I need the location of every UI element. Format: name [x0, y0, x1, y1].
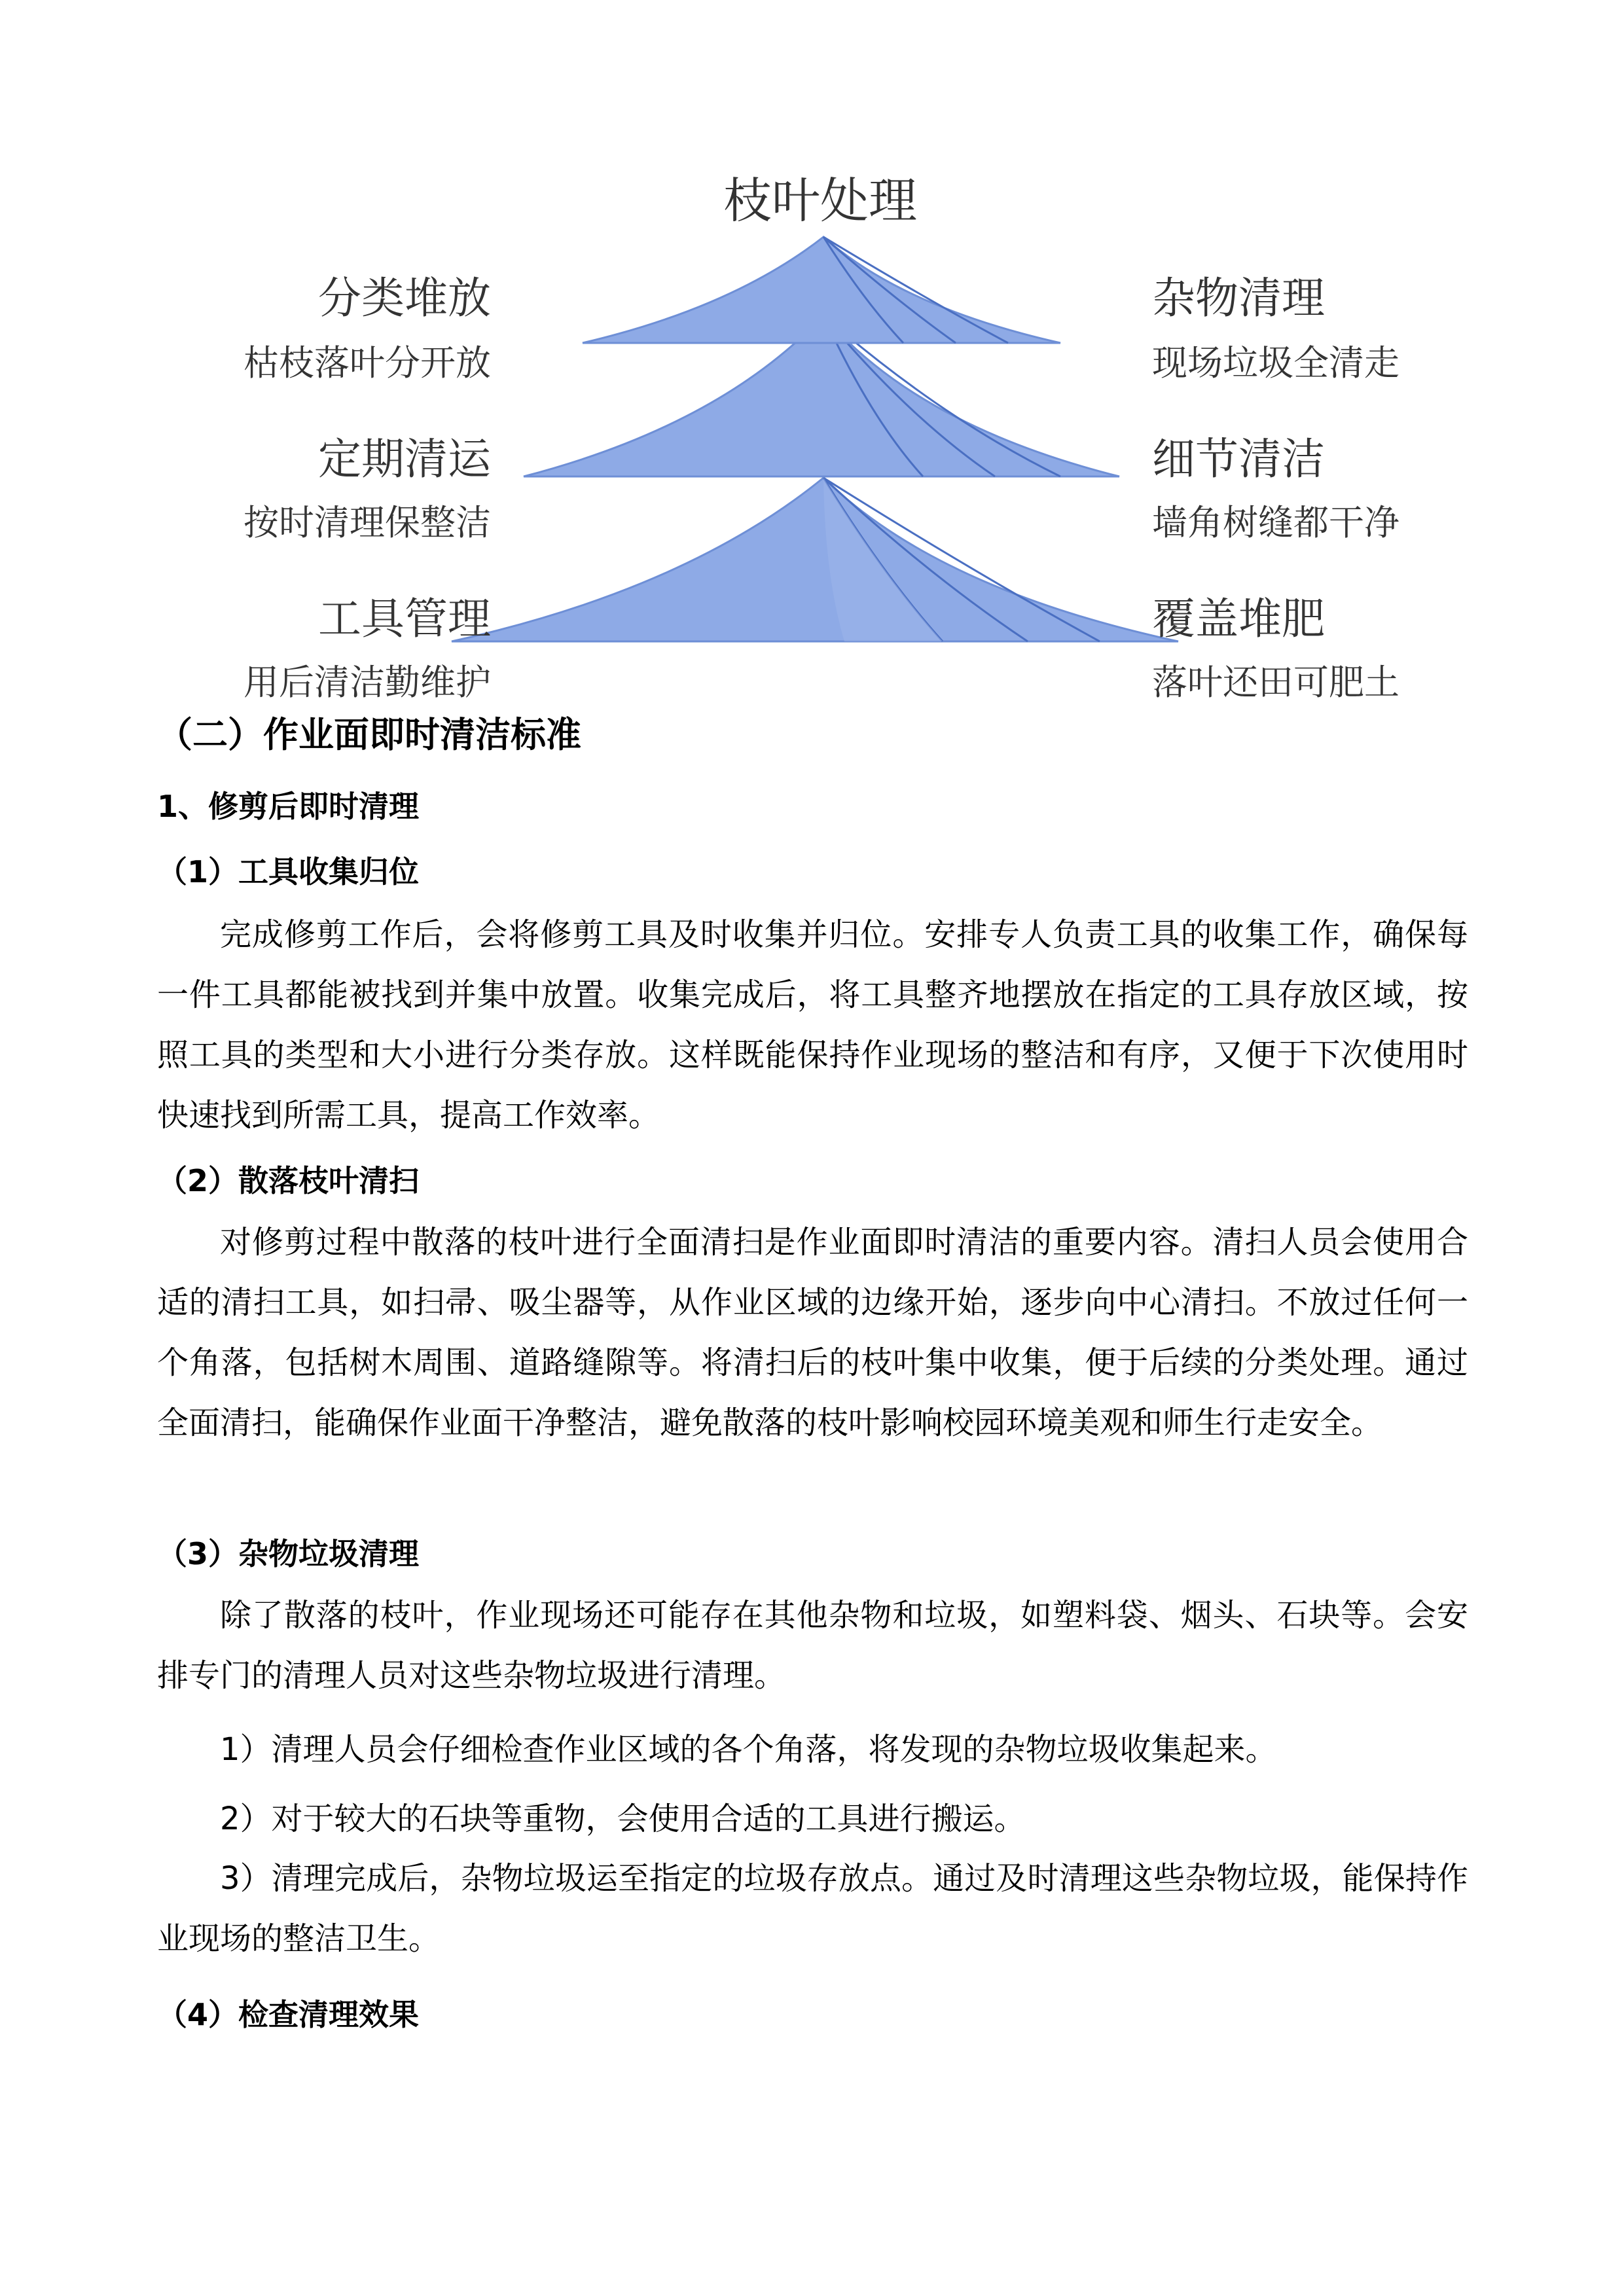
diagram-tier-1 — [583, 237, 1060, 343]
sub-heading: 1、修剪后即时清理 — [157, 789, 420, 824]
left-item-1-title: 分类堆放 — [318, 273, 491, 323]
item-3-step-2: 2）对于较大的石块等重物，会使用合适的工具进行搬运。 — [220, 1801, 1026, 1837]
item-2-heading: （2）散落枝叶清扫 — [157, 1163, 420, 1198]
right-item-3-desc: 落叶还田可肥土 — [1152, 662, 1399, 703]
item-1-paragraph: 完成修剪工作后，会将修剪工具及时收集并归位。安排专人负责工具的收集工作，确保每一件工具都能被找到并集中放置。收集完成后，将工具整齐地摆放在指定的工具存放区域，按照工具的类型和大小进行分类存放。这样既能保持作业现场的整洁和有序，又便于下次使用时快速找到所需工具，提高工作效率。 — [157, 916, 1468, 1134]
item-3-step-1: 1）清理人员会仔细检查作业区域的各个角落，将发现的杂物垃圾收集起来。 — [220, 1731, 1277, 1768]
left-item-2-title: 定期清运 — [318, 434, 491, 484]
right-item-1-desc: 现场垃圾全清走 — [1152, 342, 1399, 384]
item-3-heading: （3）杂物垃圾清理 — [157, 1536, 420, 1571]
item-1-heading: （1）工具收集归位 — [157, 854, 420, 889]
right-item-2-desc: 墙角树缝都干净 — [1152, 502, 1399, 543]
right-item-2-title: 细节清洁 — [1152, 434, 1325, 484]
left-item-2-desc: 按时清理保整洁 — [244, 502, 491, 543]
item-4-heading: （4）检查清理效果 — [157, 1997, 420, 2032]
diagram-tier-3 — [452, 478, 1178, 641]
diagram-title: 枝叶处理 — [723, 173, 917, 229]
item-3-step-3: 3）清理完成后，杂物垃圾运至指定的垃圾存放点。通过及时清理这些杂物垃圾，能保持作业现场的整洁卫生。 — [157, 1860, 1468, 1957]
right-item-3-title: 覆盖堆肥 — [1152, 594, 1325, 644]
section-heading: （二）作业面即时清洁标准 — [157, 714, 581, 755]
left-item-1-desc: 枯枝落叶分开放 — [244, 342, 491, 384]
right-item-1-title: 杂物清理 — [1152, 273, 1325, 323]
item-3-paragraph: 除了散落的枝叶，作业现场还可能存在其他杂物和垃圾，如塑料袋、烟头、石块等。会安排专门的清理人员对这些杂物垃圾进行清理。 — [157, 1597, 1468, 1694]
left-item-3-title: 工具管理 — [318, 594, 491, 644]
left-item-3-desc: 用后清洁勤维护 — [244, 662, 491, 703]
item-2-paragraph: 对修剪过程中散落的枝叶进行全面清扫是作业面即时清洁的重要内容。清扫人员会使用合适的清扫工具，如扫帚、吸尘器等，从作业区域的边缘开始，逐步向中心清扫。不放过任何一个角落，包括树木周围、道路缝隙等。将清扫后的枝叶集中收集，便于后续的分类处理。通过全面清扫，能确保作业面干净整洁，避免散落的枝叶影响校园环境美观和师生行走安全。 — [157, 1224, 1468, 1441]
